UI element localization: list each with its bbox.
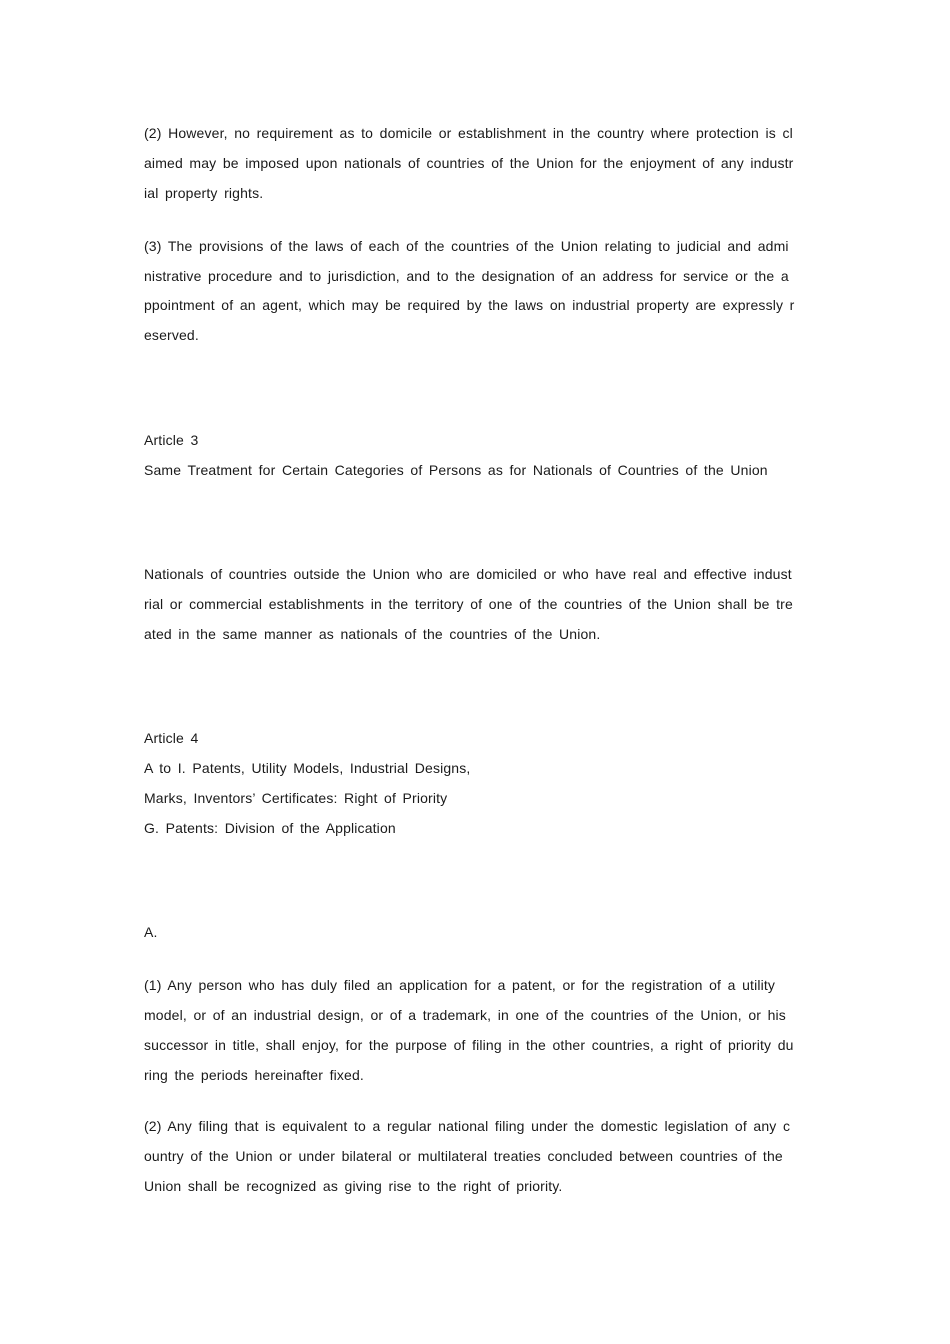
text-line: ated in the same manner as nationals of the countries of the Union. <box>144 626 601 642</box>
text-line: ial property rights. <box>144 185 264 201</box>
text-line: Nationals of countries outside the Union who are domiciled or who have real and effective indust <box>144 566 792 582</box>
text-line: model, or of an industrial design, or of a trademark, in one of the countries of the Union, or his <box>144 1007 786 1023</box>
article-title: G. Patents: Division of the Application <box>144 820 396 836</box>
text-line: Union shall be recognized as giving rise to the right of priority. <box>144 1178 563 1194</box>
article-title: A to I. Patents, Utility Models, Industrial Designs, <box>144 760 471 776</box>
text-line: (2) Any filing that is equivalent to a regular national filing under the domestic legislation of any c <box>144 1118 791 1134</box>
article-title: Same Treatment for Certain Categories of Persons as for Nationals of Countries of the Union <box>144 462 768 478</box>
text-line: eserved. <box>144 327 199 343</box>
text-line: (2) However, no requirement as to domicile or establishment in the country where protection is cl <box>144 125 793 141</box>
section-label: A. <box>144 924 158 940</box>
text-line: rial or commercial establishments in the territory of one of the countries of the Union shall be tre <box>144 596 793 612</box>
text-line: ppointment of an agent, which may be required by the laws on industrial property are expressly r <box>144 297 795 313</box>
text-line: nistrative procedure and to jurisdiction, and to the designation of an address for service or the a <box>144 268 789 284</box>
text-line: (3) The provisions of the laws of each of the countries of the Union relating to judicial and admi <box>144 238 789 254</box>
article-heading: Article 4 <box>144 730 199 746</box>
article-title: Marks, Inventors’ Certificates: Right of Priority <box>144 790 448 806</box>
text-line: ring the periods hereinafter fixed. <box>144 1067 364 1083</box>
text-line: aimed may be imposed upon nationals of countries of the Union for the enjoyment of any industr <box>144 155 794 171</box>
text-line: ountry of the Union or under bilateral or multilateral treaties concluded between countries of the <box>144 1148 783 1164</box>
text-line: successor in title, shall enjoy, for the purpose of filing in the other countries, a right of priority du <box>144 1037 794 1053</box>
article-heading: Article 3 <box>144 432 199 448</box>
text-line: (1) Any person who has duly filed an application for a patent, or for the registration of a utility <box>144 977 776 993</box>
